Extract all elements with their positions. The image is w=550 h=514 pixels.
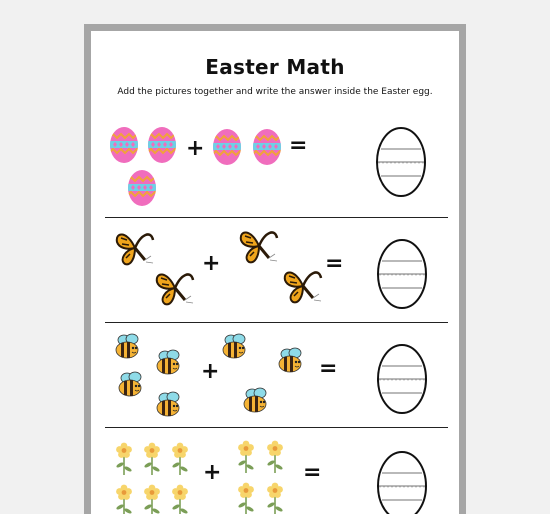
answer-egg-svg	[375, 126, 427, 198]
flower-icon	[113, 442, 135, 476]
answer-egg-svg	[376, 450, 428, 514]
flower-svg	[141, 484, 163, 514]
flower-icon	[141, 484, 163, 514]
answer-egg-svg	[376, 238, 428, 310]
equals-sign: =	[325, 251, 344, 276]
plus-sign: +	[203, 460, 222, 485]
flower-svg	[235, 440, 257, 474]
flower-icon	[141, 442, 163, 476]
flower-svg	[113, 442, 135, 476]
bee-svg	[154, 349, 184, 377]
equals-sign: =	[303, 460, 322, 485]
flower-icon	[264, 440, 286, 474]
equals-sign: =	[319, 356, 338, 381]
problem-row-eggs	[91, 121, 459, 218]
easter-egg-icon	[212, 128, 242, 166]
flower-svg	[264, 482, 286, 514]
butterfly-svg	[281, 264, 325, 308]
answer-egg[interactable]	[376, 238, 428, 310]
butterfly-svg	[237, 224, 281, 268]
egg-svg	[252, 128, 282, 166]
easter-egg-icon	[252, 128, 282, 166]
flower-svg	[169, 484, 191, 514]
bee-icon	[241, 387, 271, 415]
bee-icon	[220, 333, 250, 361]
bee-svg	[113, 333, 143, 361]
page-title: Easter Math	[205, 55, 345, 79]
bee-icon	[154, 391, 184, 419]
egg-svg	[147, 126, 177, 164]
bee-icon	[113, 333, 143, 361]
butterfly-icon	[237, 224, 281, 268]
flower-svg	[169, 442, 191, 476]
answer-egg-svg	[376, 343, 428, 415]
problem-row-flowers	[91, 428, 459, 514]
answer-egg[interactable]	[376, 450, 428, 514]
bee-svg	[220, 333, 250, 361]
flower-icon	[264, 482, 286, 514]
bee-icon	[154, 349, 184, 377]
butterfly-icon	[281, 264, 325, 308]
egg-svg	[127, 169, 157, 207]
flower-svg	[235, 482, 257, 514]
egg-svg	[109, 126, 139, 164]
butterfly-svg	[153, 266, 197, 310]
answer-egg[interactable]	[375, 126, 427, 198]
easter-egg-icon	[127, 169, 157, 207]
flower-icon	[113, 484, 135, 514]
bee-icon	[116, 371, 146, 399]
problem-row-bees	[91, 323, 459, 427]
bee-svg	[116, 371, 146, 399]
flower-svg	[264, 440, 286, 474]
butterfly-icon	[113, 226, 157, 270]
bee-svg	[154, 391, 184, 419]
bee-svg	[276, 347, 306, 375]
instruction-text: Add the pictures together and write the answer inside the Easter egg.	[117, 87, 433, 97]
worksheet-frame	[84, 24, 466, 514]
egg-svg	[212, 128, 242, 166]
problem-row-butterflies	[91, 218, 459, 322]
plus-sign: +	[201, 359, 220, 384]
plus-sign: +	[202, 251, 221, 276]
bee-icon	[276, 347, 306, 375]
butterfly-svg	[113, 226, 157, 270]
easter-egg-icon	[147, 126, 177, 164]
flower-icon	[169, 484, 191, 514]
easter-egg-icon	[109, 126, 139, 164]
flower-icon	[169, 442, 191, 476]
flower-svg	[113, 484, 135, 514]
flower-icon	[235, 440, 257, 474]
worksheet-page	[91, 31, 459, 514]
butterfly-icon	[153, 266, 197, 310]
plus-sign: +	[186, 136, 205, 161]
bee-svg	[241, 387, 271, 415]
flower-icon	[235, 482, 257, 514]
flower-svg	[141, 442, 163, 476]
answer-egg[interactable]	[376, 343, 428, 415]
equals-sign: =	[289, 133, 308, 158]
